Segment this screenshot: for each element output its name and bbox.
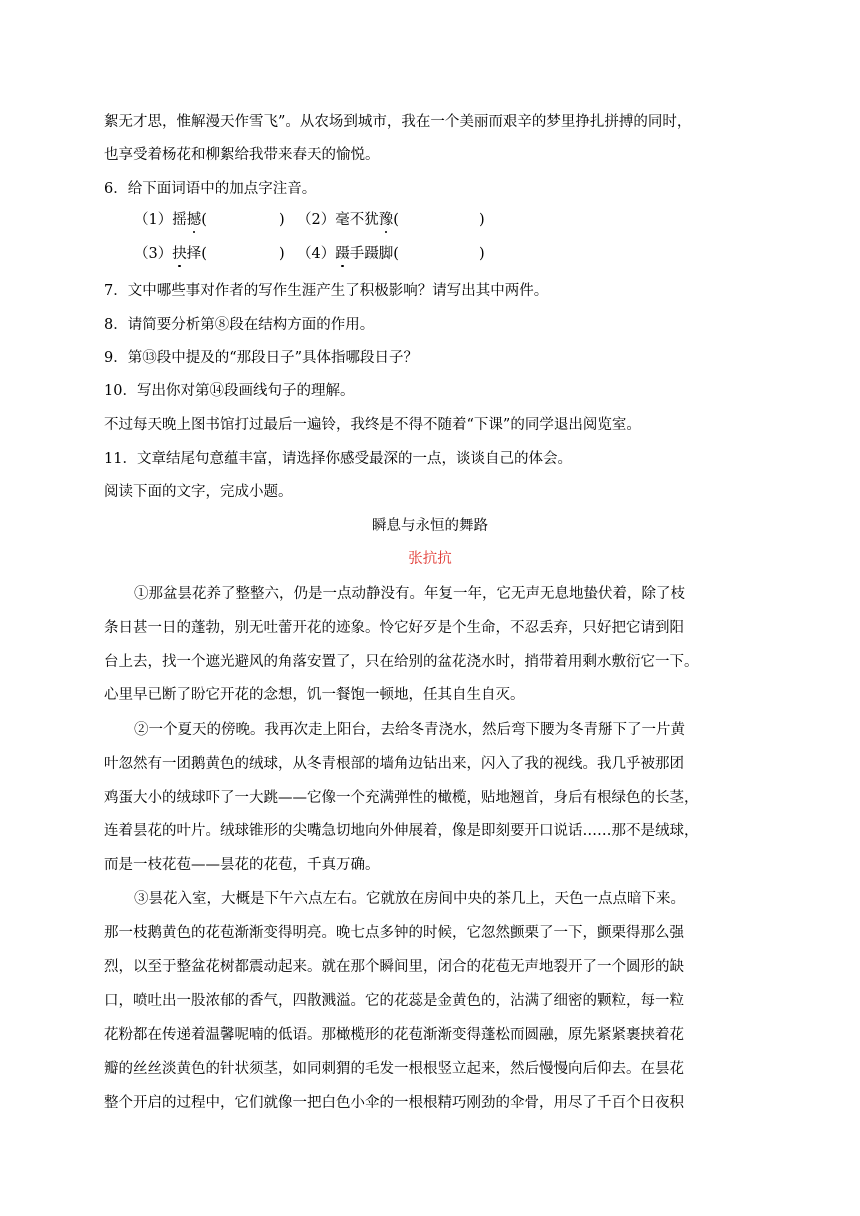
item-text: 摇 [172, 212, 187, 228]
q6-item-3-close: ) [279, 246, 285, 262]
q6-item-4 [297, 244, 399, 264]
item-text: 择( [186, 246, 207, 262]
q6-item-1 [134, 210, 207, 230]
article-title: 瞬息与永恒的舞路 [372, 518, 488, 534]
question-7: 7．文中哪些事对作者的写作生涯产生了积极影响？请写出其中两件。 [104, 283, 549, 299]
quoted-sentence: 不过每天晚上图书馆打过最后一遍铃，我终是不得不随着“下课”的同学退出阅览室。 [104, 417, 641, 433]
paragraph-2-line: ②一个夏天的傍晚。我再次走上阳台，去给冬青浇水，然后弯下腰为冬青掰下了一片黄 [134, 722, 685, 738]
paragraph-2-line: 叶忽然有一团鹅黄色的绒球，从冬青根部的墙角边钻出来，闪入了我的视线。我几乎被那团 [104, 756, 684, 772]
reading-instruction: 阅读下面的文字，完成小题。 [104, 484, 293, 500]
item-text: ( [201, 212, 207, 228]
item-number: （2） [297, 212, 336, 228]
q6-item-2-close: ) [479, 212, 485, 228]
paragraph-3-line: ③昙花入室，大概是下午六点左右。它就放在房间中央的茶几上，天色一点点暗下来。 [134, 891, 685, 907]
paragraph-1-line: 条日甚一日的蓬勃，别无吐蕾开花的迹象。怜它好歹是个生命，不忍丢弃，只好把它请到阳 [104, 620, 684, 636]
question-6-prompt: 6．给下面词语中的加点字注音。 [104, 181, 317, 197]
item-number: （4） [297, 246, 336, 262]
intro-line: 絮无才思，惟解漫天作雪飞”。从农场到城市，我在一个美丽而艰辛的梦里挣扎拼搏的同时， [104, 114, 692, 130]
paragraph-3-line: 那一枝鹅黄色的花苞渐渐变得明亮。晚七点多钟的时候，它忽然颤栗了一下，颤栗得那么强 [104, 925, 684, 941]
q6-item-4-close: ) [479, 246, 485, 262]
dotted-char: 豫 [378, 212, 394, 228]
dotted-char: 蹑 [335, 246, 350, 262]
paragraph-3-line: 花粉都在传递着温馨呢喃的低语。那橄榄形的花苞渐渐变得蓬松而圆融，原先紧紧裹挟着花 [104, 1027, 684, 1043]
paragraph-2-line: 鸡蛋大小的绒球吓了一大跳——它像一个充满弹性的橄榄，贴地翘首，身后有根绿色的长茎， [104, 790, 699, 806]
item-text: 毫不犹 [335, 212, 379, 228]
paragraph-2-line: 连着昙花的叶片。绒球锥形的尖嘴急切地向外伸展着，像是即刻要开口说话……那不是绒球， [104, 823, 699, 839]
paragraph-3-line: 瓣的丝丝淡黄色的针状须茎，如同刺猬的毛发一根根竖立起来，然后慢慢向后仰去。在昙花 [104, 1061, 684, 1077]
dotted-char: 抉 [172, 246, 187, 262]
question-10: 10．写出你对第⑭段画线句子的理解。 [104, 383, 355, 399]
item-number: （1） [134, 212, 173, 228]
paragraph-3-line: 整个开启的过程中，它们就像一把白色小伞的一根根精巧刚劲的伞骨，用尽了千百个日夜积 [104, 1095, 684, 1111]
paragraph-1-line: ①那盆昙花养了整整六，仍是一点动静没有。年复一年，它无声无息地蛰伏着，除了枝 [134, 586, 685, 602]
dotted-char: 撼 [186, 212, 202, 228]
item-text: 手蹑脚( [349, 246, 399, 262]
paragraph-3-line: 口，喷吐出一股浓郁的香气，四散溅溢。它的花蕊是金黄色的，沾满了细密的颗粒，每一粒 [104, 993, 684, 1009]
item-text: ( [393, 212, 399, 228]
question-8: 8．请简要分析第⑧段在结构方面的作用。 [104, 317, 375, 333]
question-11: 11．文章结尾句意蕴丰富，请选择你感受最深的一点，谈谈自己的体会。 [104, 451, 572, 467]
question-9: 9．第⑬段中提及的“那段日子”具体指哪段日子？ [104, 350, 419, 366]
paragraph-1-line: 心里早已断了盼它开花的念想，饥一餐饱一顿地，任其自生自灭。 [104, 687, 525, 703]
q6-item-3 [134, 244, 207, 264]
paragraph-2-line: 而是一枝花苞——昙花的花苞，千真万确。 [104, 857, 380, 873]
paragraph-1-line: 台上去，找一个遮光避风的角落安置了，只在给别的盆花浇水时，捎带着用剩水敷衍它一下。 [104, 654, 699, 670]
intro-line: 也享受着杨花和柳絮给我带来春天的愉悦。 [104, 147, 380, 163]
article-author: 张抗抗 [408, 551, 452, 567]
paragraph-3-line: 烈，以至于整盆花树都震动起来。就在那个瞬间里，闭合的花苞无声地裂开了一个圆形的缺 [104, 959, 684, 975]
q6-item-2 [297, 210, 399, 230]
item-number: （3） [134, 246, 173, 262]
q6-item-1-close: ) [279, 212, 285, 228]
